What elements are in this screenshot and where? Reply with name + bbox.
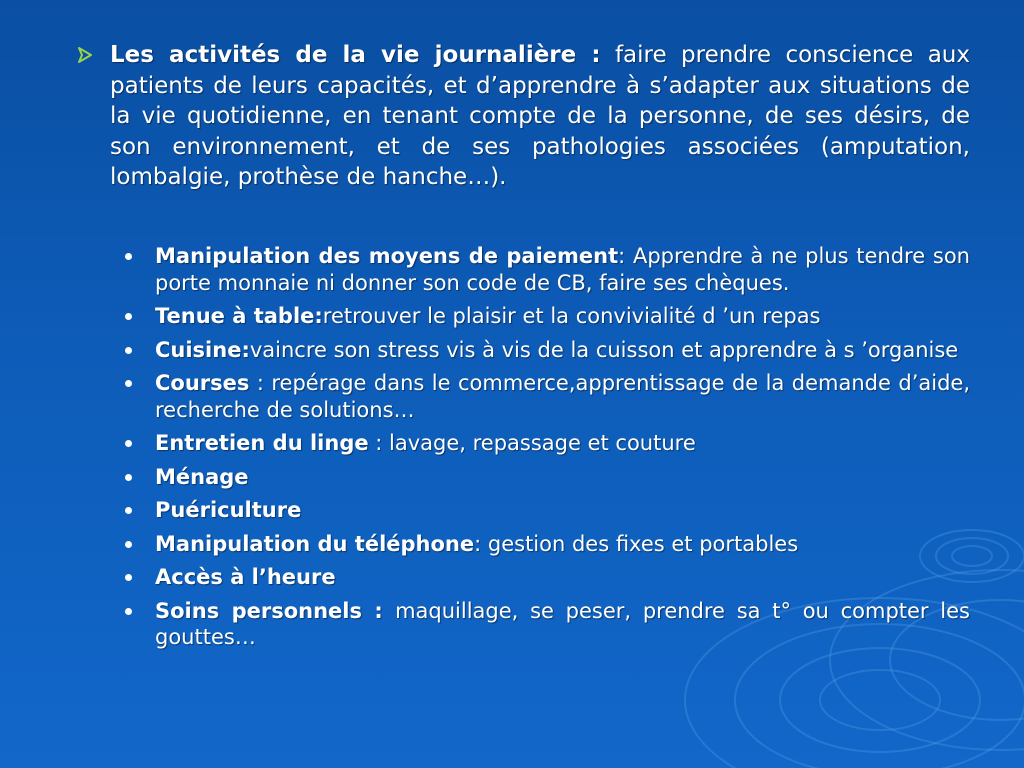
list-item xyxy=(155,337,970,364)
list-item-title: Courses xyxy=(155,371,250,395)
bullet-dot-icon xyxy=(125,313,132,320)
list-item-title: Soins personnels : xyxy=(155,598,396,623)
list-item xyxy=(155,303,970,330)
list-item xyxy=(155,430,970,457)
list-item-title: Cuisine: xyxy=(155,337,250,362)
list-item xyxy=(155,370,970,423)
bullet-dot-icon xyxy=(125,507,132,514)
list-item-text: : Apprendre à ne plus tendre son porte monnaie ni donner son code de CB, faire ses chèques. xyxy=(155,244,970,295)
list-item xyxy=(155,598,970,651)
main-bullet-item xyxy=(110,40,970,193)
list-item xyxy=(155,564,970,591)
list-item-title: Tenue à table: xyxy=(155,304,323,328)
list-item-title: Entretien du linge xyxy=(155,431,369,455)
bullet-dot-icon xyxy=(125,440,132,447)
list-item xyxy=(155,497,970,524)
list-item-title: Manipulation du téléphone xyxy=(155,531,475,556)
list-item-text: retrouver le plaisir et la convivialité d ’un repas xyxy=(322,304,821,328)
main-item-text: faire prendre conscience aux patients de leurs capacités, et d’apprendre à s’adapter aux situations de la vie quotidienne, en tenant compte de la personne, de ses désirs, de son environnement, et de ses pathologies associées (amputation, lombalgie, prothèse de hanche…). xyxy=(110,42,970,190)
list-item-text: : gestion des fixes et portables xyxy=(474,531,799,556)
bullet-dot-icon xyxy=(125,608,132,615)
bullet-dot-icon xyxy=(125,347,132,354)
activities-list xyxy=(155,243,970,658)
list-item-text: : repérage dans le commerce,apprentissage de la demande d’aide, recherche de solutions… xyxy=(155,371,970,422)
list-item xyxy=(155,243,970,296)
list-item-text: maquillage, se peser, prendre sa t° ou compter les gouttes… xyxy=(155,598,970,649)
bullet-dot-icon xyxy=(125,574,132,581)
list-item-title: Manipulation des moyens de paiement xyxy=(155,244,619,268)
list-item-title: Ménage xyxy=(155,464,249,489)
list-item xyxy=(155,531,970,558)
list-item-text: vaincre son stress vis à vis de la cuisson et apprendre à s ’organise xyxy=(249,337,959,362)
bullet-dot-icon xyxy=(125,380,132,387)
bullet-dot-icon xyxy=(125,253,132,260)
list-item-title: Accès à l’heure xyxy=(155,565,336,589)
list-item-title: Puériculture xyxy=(155,498,302,522)
arrow-right-icon xyxy=(77,46,93,64)
list-item-text: : lavage, repassage et couture xyxy=(368,431,696,455)
main-item-title: Les activités de la vie journalière : xyxy=(110,42,601,68)
bullet-dot-icon xyxy=(125,474,132,481)
list-item xyxy=(155,464,970,491)
bullet-dot-icon xyxy=(125,541,132,548)
